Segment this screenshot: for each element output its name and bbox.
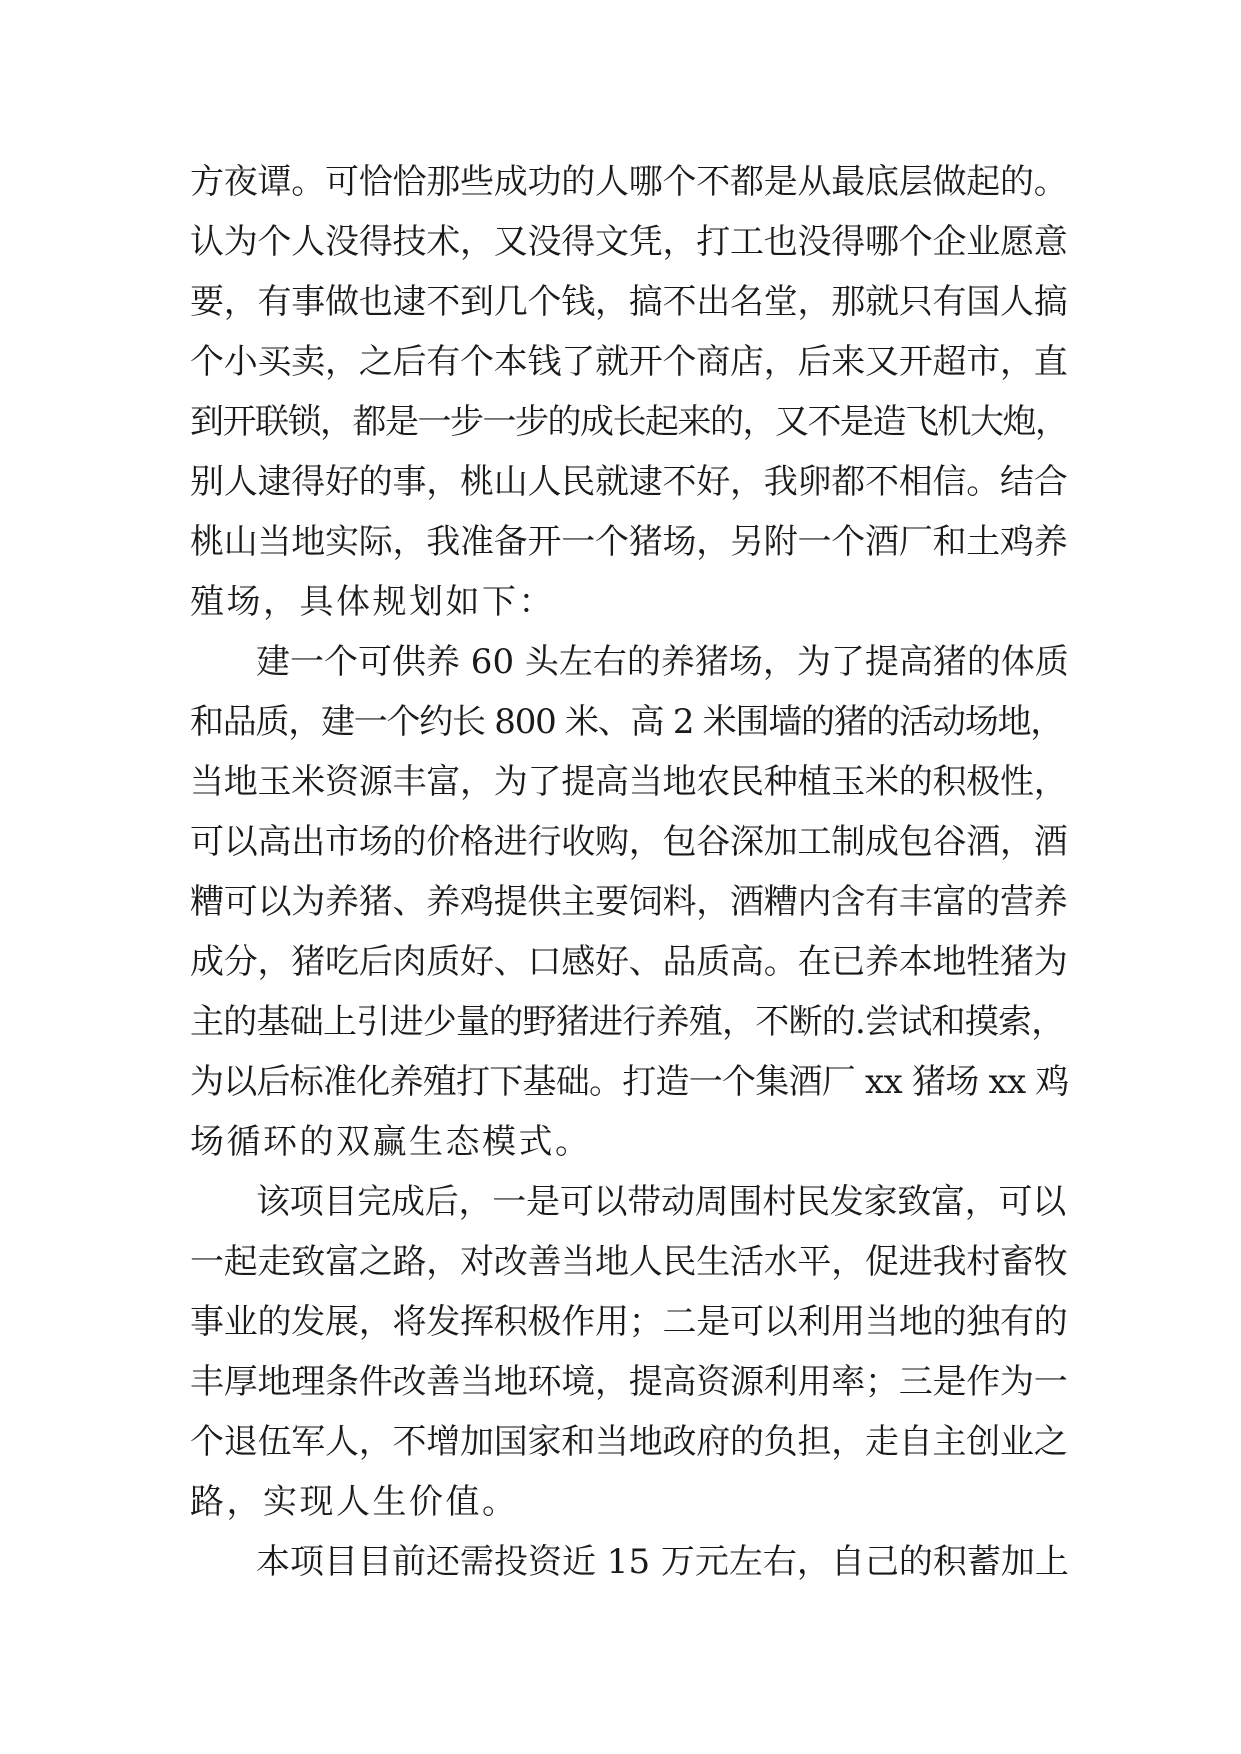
text-line: 可以高出市场的价格进行收购，包谷深加工制成包谷酒，酒: [190, 822, 1068, 862]
paragraph-first-line: 该项目完成后，一是可以带动周围村民发家致富，可以: [256, 1182, 1066, 1222]
text-line: 要，有事做也逮不到几个钱，搞不出名堂，那就只有国人搞: [190, 282, 1068, 322]
text-line: 到开联锁，都是一步一步的成长起来的，又不是造飞机大炮，: [190, 402, 1068, 442]
text-line: 当地玉米资源丰富，为了提高当地农民种植玉米的积极性，: [190, 762, 1068, 802]
text-line: 别人逮得好的事，桃山人民就逮不好，我卵都不相信。结合: [190, 462, 1068, 502]
text-line: 路，实现人生价值。: [190, 1482, 519, 1522]
text-line: 成分，猪吃后肉质好、口感好、品质高。在已养本地牲猪为: [190, 942, 1068, 982]
text-line: 一起走致富之路，对改善当地人民生活水平，促进我村畜牧: [190, 1242, 1068, 1282]
text-line: 和品质，建一个约长 800 米、高 2 米围墙的猪的活动场地，: [190, 702, 1064, 742]
text-line: 主的基础上引进少量的野猪进行养殖，不断的.尝试和摸索，: [190, 1002, 1065, 1042]
text-line: 个退伍军人，不增加国家和当地政府的负担，走自主创业之: [190, 1422, 1068, 1462]
text-line: 认为个人没得技术，又没得文凭，打工也没得哪个企业愿意: [190, 222, 1068, 262]
body-text: [190, 152, 1070, 1592]
text-line: 殖场，具体规划如下：: [190, 582, 555, 622]
paragraph-first-line: 本项目目前还需投资近 15 万元左右，自己的积蓄加上: [256, 1542, 1069, 1582]
text-line: 事业的发展，将发挥积极作用；二是可以利用当地的独有的: [190, 1302, 1068, 1342]
text-line: 个小买卖，之后有个本钱了就开个商店，后来又开超市，直: [190, 342, 1068, 382]
text-line: 场循环的双赢生态模式。: [190, 1122, 592, 1162]
paragraph-first-line: 建一个可供养 60 头左右的养猪场，为了提高猪的体质: [256, 642, 1069, 682]
text-line: 糟可以为养猪、养鸡提供主要饲料，酒糟内含有丰富的营养: [190, 882, 1068, 922]
text-line: 方夜谭。可恰恰那些成功的人哪个不都是从最底层做起的。: [190, 162, 1068, 202]
text-line: 丰厚地理条件改善当地环境，提高资源利用率；三是作为一: [190, 1362, 1068, 1402]
text-line: 为以后标准化养殖打下基础。打造一个集酒厂 xx 猪场 xx 鸡: [190, 1062, 1069, 1102]
text-line: 桃山当地实际，我准备开一个猪场，另附一个酒厂和土鸡养: [190, 522, 1068, 562]
